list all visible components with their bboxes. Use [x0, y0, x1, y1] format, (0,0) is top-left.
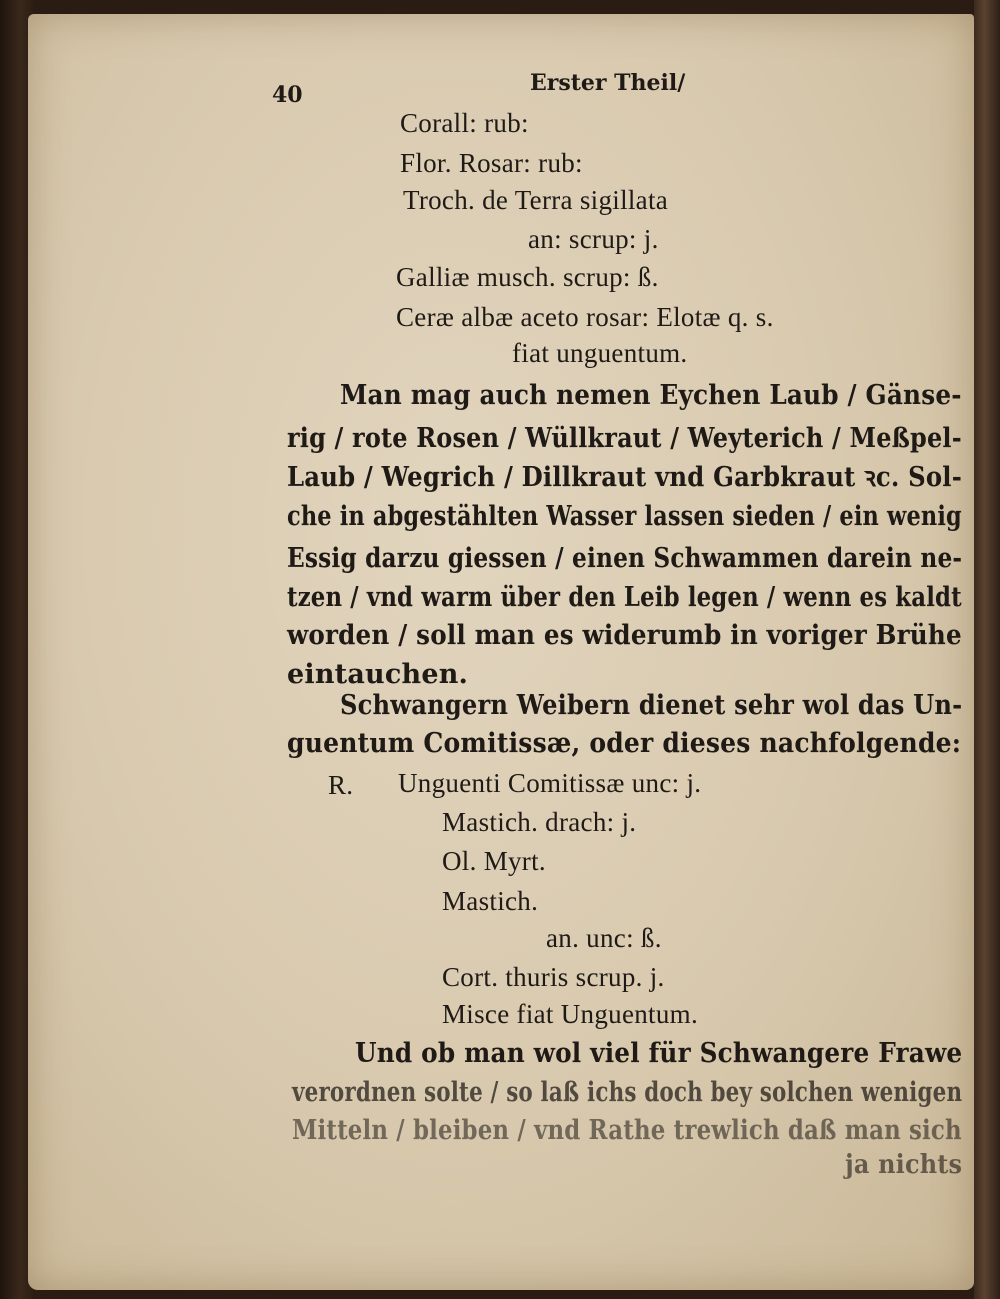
running-title: Erster Theil/ [530, 70, 686, 96]
recipe-line: fiat unguentum. [512, 338, 688, 368]
recipe-line: Ol. Myrt. [442, 846, 546, 876]
text-line: tzen / vnd warm über den Leib legen / wenn es kaldt [287, 582, 962, 613]
recipe-mark: R. [328, 770, 354, 800]
recipe-line: Mastich. drach: j. [442, 807, 637, 837]
book-spine-edge [974, 0, 1000, 1299]
recipe-line: an: scrup: j. [528, 224, 659, 254]
text-line: guentum Comitissæ, oder dieses nachfolgende: [287, 728, 962, 759]
recipe-line: Galliæ musch. scrup: ß. [396, 262, 659, 292]
recipe-line: an. unc: ß. [546, 923, 662, 953]
text-line: rig / rote Rosen / Wüllkraut / Weyterich / Meßpel- [287, 423, 962, 454]
recipe-line: Troch. de Terra sigillata [403, 185, 669, 215]
text-line: verordnen solte / so laß ichs doch bey solchen wenigen [292, 1077, 963, 1108]
text-line: Und ob man wol viel für Schwangere Frawe [355, 1038, 963, 1069]
recipe-line: Unguenti Comitissæ unc: j. [398, 768, 702, 798]
page-number: 40 [272, 82, 303, 108]
text-line: Essig darzu giessen / einen Schwammen darein ne- [287, 543, 963, 574]
text-line: Man mag auch nemen Eychen Laub / Gänse- [340, 380, 962, 411]
text-line: che in abgestählten Wasser lassen sieden / ein wenig [287, 501, 962, 532]
text-line: Laub / Wegrich / Dillkraut vnd Garbkraut ꝛc. Sol- [287, 462, 962, 493]
recipe-line: Misce fiat Unguentum. [442, 999, 698, 1029]
catchword: ja nichts [845, 1150, 963, 1180]
recipe-line: Flor. Rosar: rub: [400, 148, 583, 178]
recipe-line: Ceræ albæ aceto rosar: Elotæ q. s. [396, 302, 774, 332]
text-line: Mitteln / bleiben / vnd Rathe trewlich daß man sich [292, 1115, 962, 1146]
recipe-line: Corall: rub: [400, 108, 529, 138]
recipe-line: Cort. thuris scrup. j. [442, 962, 665, 992]
text-line: worden / soll man es widerumb in voriger Brühe [287, 620, 962, 651]
recipe-line: Mastich. [442, 886, 539, 916]
text-line: eintauchen. [287, 659, 469, 690]
text-line: Schwangern Weibern dienet sehr wol das Un- [340, 690, 963, 721]
